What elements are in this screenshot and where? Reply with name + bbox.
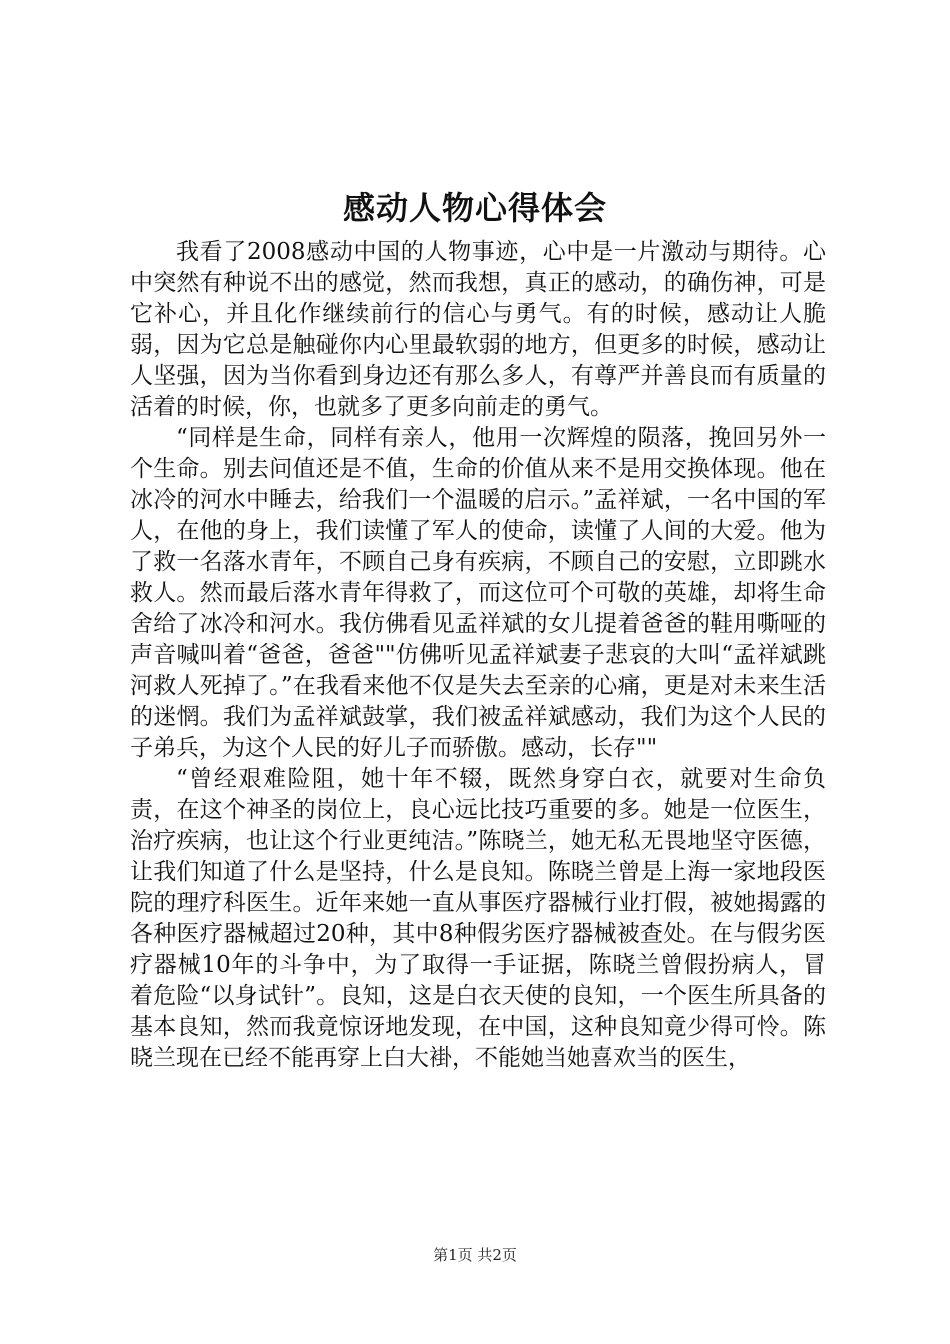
document-title: 感动人物心得体会: [342, 189, 607, 227]
paragraph-1: 我看了2008感动中国的人物事迹，心中是一片激动与期待。心中突然有种说不出的感觉，然而我想，真正的感动，的确伤神，可是它补心，并且化作继续前行的信心与勇气。有的时候，感动让人脆弱，因为它总是触碰你内心里最软弱的地方，但更多的时候，感动让人坚强，因为当你看到身边还有那么多人，有尊严并善良而有质量的活着的时候，你，也就多了更多向前走的勇气。: [130, 239, 826, 420]
document-body: [130, 237, 826, 1074]
page-number-footer: 第1页 共2页: [433, 1246, 517, 1264]
paragraph-2: “同样是生命，同样有亲人，他用一次辉煌的陨落，挽回另外一个生命。别去问值还是不值，生命的价值从来不是用交换体现。他在冰冷的河水中睡去，给我们一个温暖的启示。”孟祥斌，一名中国的军人，在他的身上，我们读懂了军人的使命，读懂了人间的大爱。他为了救一名落水青年，不顾自己身有疾病，不顾自己的安慰，立即跳水救人。然而最后落水青年得救了，而这位可个可敬的英雄，却将生命舍给了冰冷和河水。我仿佛看见孟祥斌的女儿提着爸爸的鞋用嘶哑的声音喊叫着“爸爸，爸爸""仿佛听见孟祥斌妻子悲哀的大叫“孟祥斌跳河救人死掉了。”在我看来他不仅是失去至亲的心痛，更是对未来生活的迷惘。我们为孟祥斌鼓掌，我们被孟祥斌感动，我们为这个人民的子弟兵，为这个人民的好儿子而骄傲。感动，长存"": [130, 425, 826, 761]
paragraph-3: “曾经艰难险阻，她十年不辍，既然身穿白衣，就要对生命负责，在这个神圣的岗位上，良心远比技巧重要的多。她是一位医生，治疗疾病，也让这个行业更纯洁。”陈晓兰，她无私无畏地坚守医德，让我们知道了什么是坚持，什么是良知。陈晓兰曾是上海一家地段医院的理疗科医生。近年来她一直从事医疗器械行业打假，被她揭露的各种医疗器械超过20种，其中8种假劣医疗器械被查处。在与假劣医疗器械10年的斗争中，为了取得一手证据，陈晓兰曾假扮病人，冒着危险“以身试针”。良知，这是白衣天使的良知，一个医生所具备的基本良知，然而我竟惊讶地发现，在中国，这种良知竟少得可怜。陈晓兰现在已经不能再穿上白大褂，不能她当她喜欢当的医生，: [130, 766, 826, 1071]
